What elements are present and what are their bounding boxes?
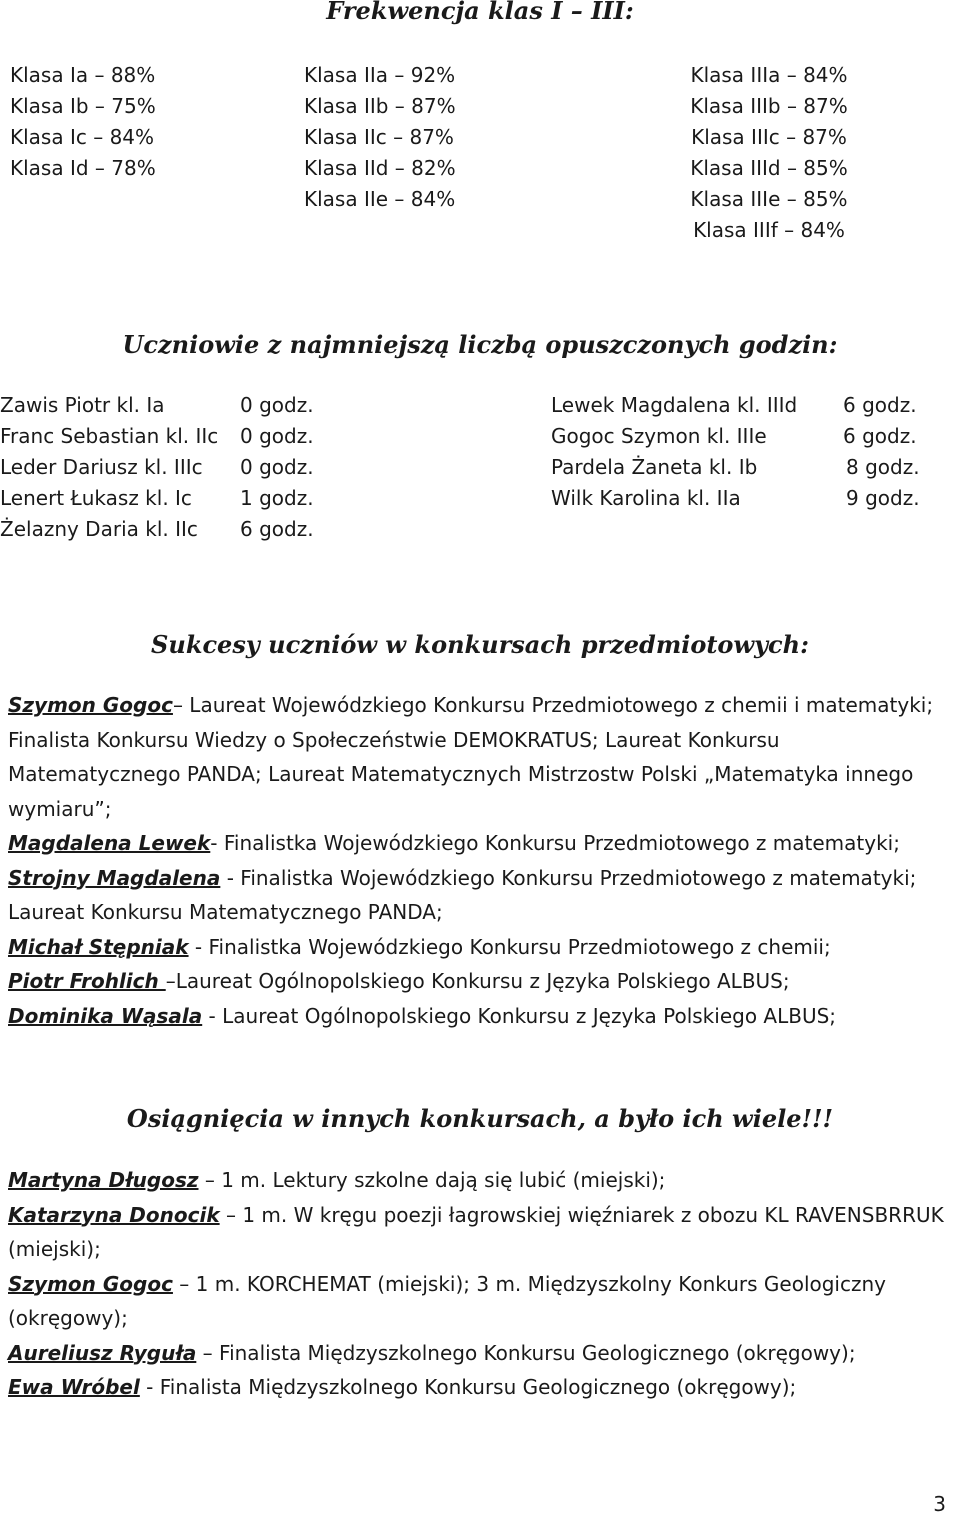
- attendance-item: Klasa Ic – 84%: [10, 125, 155, 149]
- attendance-heading: Frekwencja klas I – III:: [326, 0, 634, 25]
- achievement-entry: [8, 861, 953, 930]
- student-name: Gogoc Szymon kl. IIIe: [551, 424, 767, 448]
- page-number: 3: [933, 1492, 946, 1516]
- student-name: Piotr Frohlich: [8, 969, 166, 993]
- attendance-item: Klasa IId – 82%: [304, 156, 456, 180]
- attendance-item: Klasa IIIe – 85%: [690, 187, 848, 211]
- competition-success-list: [8, 688, 953, 1033]
- attendance-item: Klasa Ia – 88%: [10, 63, 156, 87]
- achievement-entry: [8, 1370, 953, 1405]
- student-hours: 6 godz.: [240, 517, 314, 541]
- achievement-entry: [8, 1267, 953, 1336]
- student-name: Franc Sebastian kl. IIc: [0, 424, 219, 448]
- student-name: Dominika Wąsala: [8, 1003, 203, 1028]
- student-name: Wilk Karolina kl. IIa: [551, 486, 741, 510]
- student-hours: 0 godz.: [240, 455, 314, 479]
- achievement-text: - Finalistka Wojewódzkiego Konkursu Przedmiotowego z matematyki;: [210, 831, 900, 855]
- student-name: Szymon Gogoc: [8, 1271, 173, 1296]
- student-name: Szymon Gogoc: [8, 693, 173, 717]
- achievement-text: – Laureat Wojewódzkiego Konkursu Przedmiotowego z chemii i matematyki; Finalista Konkursu Wiedzy o Społeczeństwie DEMOKRATUS; Laureat Konkursu Matematycznego PANDA; Laureat Matematycznych Mistrzostw Polski „Matematyka innego wymiaru”;: [8, 693, 934, 821]
- achievement-text: - Finalistka Wojewódzkiego Konkursu Przedmiotowego z matematyki; Laureat Konkursu Matematycznego PANDA;: [8, 865, 917, 924]
- attendance-column-class-1: [10, 60, 156, 184]
- student-name: Lewek Magdalena kl. IIId: [551, 393, 798, 417]
- achievement-text: - Finalista Międzyszkolnego Konkursu Geologicznego (okręgowy);: [139, 1375, 797, 1399]
- student-hours: 0 godz.: [240, 424, 314, 448]
- attendance-column-class-2: [304, 60, 456, 215]
- student-name: Pardela Żaneta kl. Ib: [551, 455, 758, 479]
- student-name: Katarzyna Donocik: [8, 1202, 220, 1227]
- attendance-item: Klasa IIb – 87%: [304, 94, 456, 118]
- student-hours: 1 godz.: [240, 486, 314, 510]
- achievement-text: – Finalista Międzyszkolnego Konkursu Geologicznego (okręgowy);: [196, 1340, 856, 1365]
- student-name: Magdalena Lewek: [8, 831, 211, 855]
- student-name: Zawis Piotr kl. Ia: [0, 393, 165, 417]
- attendance-item: Klasa IIIb – 87%: [690, 94, 848, 118]
- achievement-entry: [8, 964, 953, 999]
- achievement-entry: [8, 1198, 953, 1267]
- attendance-item: Klasa IIIa – 84%: [690, 63, 848, 87]
- achievement-text: – 1 m. Lektury szkolne dają się lubić (miejski);: [198, 1168, 666, 1192]
- student-hours: 8 godz.: [846, 455, 920, 479]
- attendance-item: Klasa Ib – 75%: [10, 94, 156, 118]
- achievement-entry: [8, 999, 953, 1034]
- student-hours: 9 godz.: [846, 486, 920, 510]
- attendance-item: Klasa IIc – 87%: [304, 125, 454, 149]
- achievement-text: – 1 m. W kręgu poezji łagrowskiej więźniarek z obozu KL RAVENSBRRUK (miejski);: [8, 1202, 944, 1261]
- achievement-entry: [8, 930, 953, 965]
- competition-success-heading: Sukcesy uczniów w konkursach przedmiotowych:: [151, 630, 809, 659]
- attendance-column-class-3: [689, 60, 849, 246]
- other-achievements-list: [8, 1163, 953, 1405]
- attendance-item: Klasa IIIc – 87%: [691, 125, 847, 149]
- absence-heading: Uczniowie z najmniejszą liczbą opuszczonych godzin:: [122, 330, 838, 359]
- achievement-text: –Laureat Ogólnopolskiego Konkursu z Języka Polskiego ALBUS;: [165, 969, 790, 993]
- achievement-text: – 1 m. KORCHEMAT (miejski); 3 m. Międzyszkolny Konkurs Geologiczny (okręgowy);: [8, 1271, 886, 1330]
- attendance-item: Klasa Id – 78%: [10, 156, 156, 180]
- student-name: Lenert Łukasz kl. Ic: [0, 486, 192, 510]
- achievement-entry: [8, 688, 953, 826]
- achievement-entry: [8, 1336, 953, 1371]
- attendance-item: Klasa IIe – 84%: [304, 187, 456, 211]
- achievement-text: - Finalistka Wojewódzkiego Konkursu Przedmiotowego z chemii;: [188, 934, 831, 959]
- attendance-item: Klasa IIIf – 84%: [693, 218, 845, 242]
- attendance-item: Klasa IIa – 92%: [304, 63, 456, 87]
- student-hours: 6 godz.: [843, 393, 917, 417]
- student-hours: 6 godz.: [843, 424, 917, 448]
- student-name: Aureliusz Ryguła: [8, 1340, 197, 1365]
- student-name: Żelazny Daria kl. IIc: [0, 517, 198, 541]
- attendance-item: Klasa IIId – 85%: [690, 156, 848, 180]
- student-name: Martyna Długosz: [8, 1168, 199, 1192]
- student-name: Leder Dariusz kl. IIIc: [0, 455, 203, 479]
- student-name: Ewa Wróbel: [8, 1375, 140, 1399]
- student-name: Michał Stępniak: [8, 934, 189, 959]
- student-name: Strojny Magdalena: [8, 865, 221, 890]
- achievement-text: - Laureat Ogólnopolskiego Konkursu z Języka Polskiego ALBUS;: [202, 1003, 837, 1028]
- other-achievements-heading: Osiągnięcia w innych konkursach, a było ich wiele!!!: [126, 1104, 834, 1133]
- achievement-entry: [8, 1163, 953, 1198]
- student-hours: 0 godz.: [240, 393, 314, 417]
- achievement-entry: [8, 826, 953, 861]
